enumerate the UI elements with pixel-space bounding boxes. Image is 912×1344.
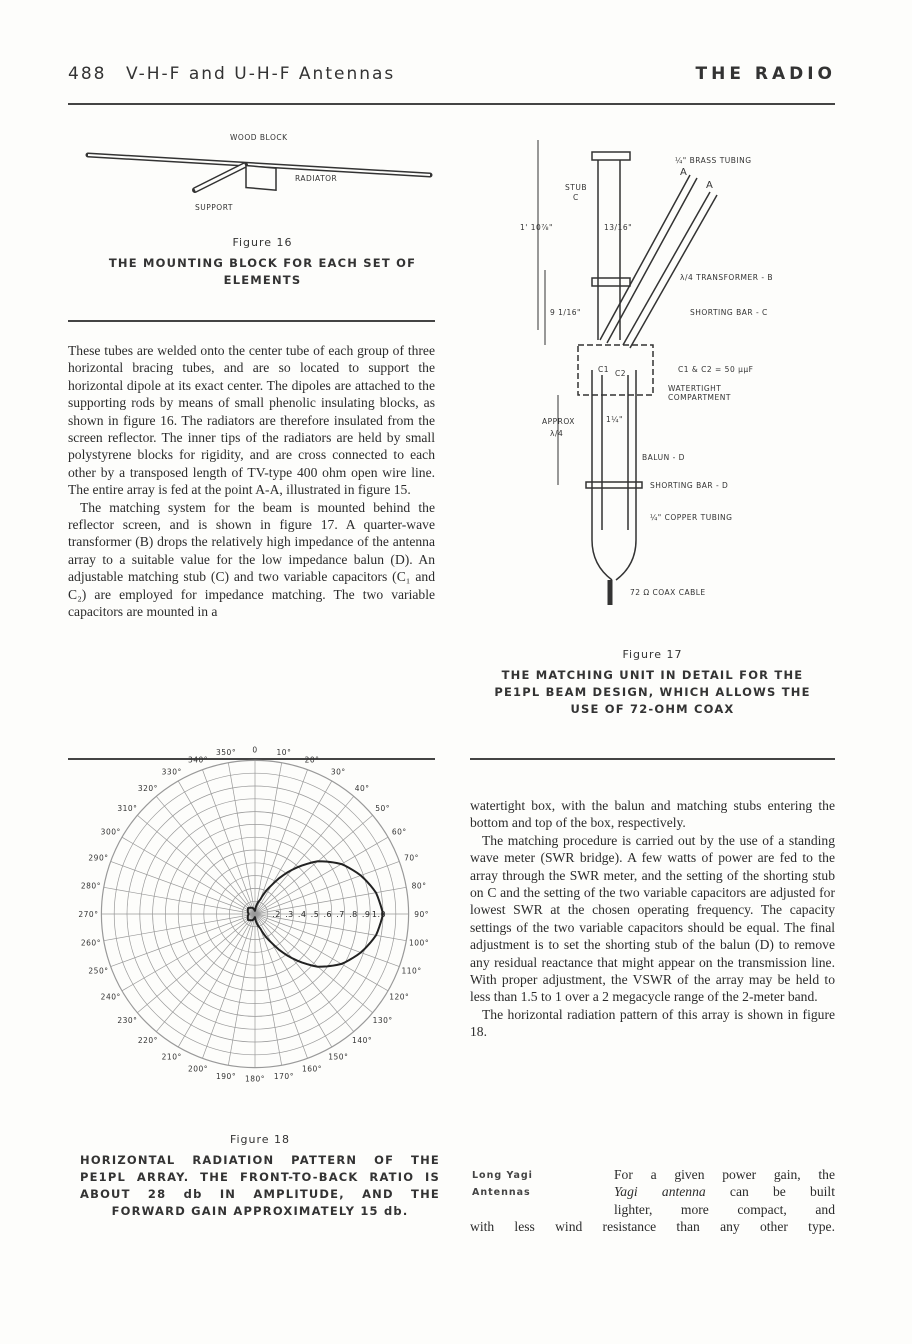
- label-copper-tubing: ¼" COPPER TUBING: [650, 513, 733, 522]
- label-coax-cable: 72 Ω COAX CABLE: [630, 588, 706, 597]
- radial-tick-label: 1.0: [371, 910, 387, 919]
- angle-tick-label: 290°: [88, 853, 109, 863]
- label-watertight: WATERTIGHT: [668, 384, 722, 393]
- angle-tick-label: 10°: [276, 747, 292, 757]
- sidehead-line: Long Yagi: [472, 1170, 533, 1181]
- label-brass-tubing: ¼" BRASS TUBING: [675, 156, 752, 165]
- angle-tick-label: 0: [252, 745, 258, 755]
- italic-term: Yagi antenna: [614, 1184, 706, 1200]
- angle-tick-label: 30°: [330, 767, 346, 777]
- figure16-caption: [90, 236, 435, 289]
- label-spacing-2: 1¼": [606, 415, 623, 424]
- label-transformer: λ/4 TRANSFORMER - B: [680, 273, 774, 282]
- radial-tick-label: .2: [272, 910, 281, 919]
- figure18-number: Figure 18: [229, 1133, 291, 1146]
- left-column-text: [68, 342, 435, 621]
- figure18-caption: [80, 1133, 440, 1220]
- paragraph: The matching procedure is carried out by the use of a standing wave meter (SWR bridge). A few watts of power are fed to the array through the SWR meter, and the setting of the shorting stub on C and the setting of the two variable capacitors are adjusted for lowest SWR at the chosen operating frequency. The capacity settings of the two variable capacitors should be equal. The final adjustment is to set the shorting stub of the balun (D) to remove any residual reactance that might appear on the transmission line. With proper adjustment, the VSWR of the array may be held to less than 1.5 to 1 over a 2 megacycle range of the 2-meter band.: [470, 832, 835, 1005]
- paragraph: These tubes are welded onto the center tube of each group of three horizontal bracing tubes, and are so located to support the horizontal dipole at its exact center. The dipoles are attached to the supporting rods by means of small phenolic insulating blocks, as shown in figure 16. The radiators are therefore insulated from the screen reflector. The inner tips of the radiators are held by small polystyrene blocks for rigidity, and are cross connected to each other by a transposed length of TV-type 400 ohm open wire line. The entire array is fed at the point A-A, illustrated in figure 15.: [68, 343, 435, 498]
- right-column-text: [470, 797, 835, 1041]
- angle-tick-label: 280°: [80, 881, 101, 891]
- label-compartment: COMPARTMENT: [668, 393, 731, 402]
- label-stub: STUB: [565, 183, 587, 192]
- figure18-polar-chart: [78, 745, 440, 1130]
- angle-tick-label: 60°: [391, 827, 407, 837]
- figure16-drawing: [80, 125, 440, 220]
- label-support: SUPPORT: [195, 203, 233, 212]
- divider: [68, 320, 435, 322]
- angle-tick-label: 350°: [216, 747, 237, 757]
- running-head-section: V-H-F and U-H-F Antennas: [126, 64, 396, 84]
- label-lambda-4: λ/4: [550, 429, 564, 438]
- label-c1: C1: [598, 365, 610, 374]
- angle-tick-label: 140°: [352, 1036, 373, 1046]
- radial-tick-label: .8: [349, 910, 358, 919]
- angle-tick-label: 230°: [117, 1015, 138, 1025]
- running-head-book: THE RADIO: [695, 64, 836, 84]
- radial-tick-label: .4: [297, 910, 307, 919]
- paragraph: The horizontal radiation pattern of this array is shown in figure 18.: [470, 1006, 835, 1040]
- angle-tick-label: 90°: [414, 910, 429, 919]
- angle-tick-label: 100°: [409, 938, 430, 948]
- angle-tick-label: 20°: [304, 755, 320, 765]
- figure16-number: Figure 16: [232, 236, 293, 249]
- label-spacing-1: 13/16": [604, 223, 633, 232]
- figure17-title: THE MATCHING UNIT IN DETAIL FOR THE PE1PL BEAM DESIGN, WHICH ALLOWS THE USE OF 72-OHM COAX: [494, 668, 811, 716]
- label-shorting-bar-d: SHORTING BAR - D: [650, 481, 729, 490]
- label-c2: C2: [615, 369, 627, 378]
- radial-tick-label: .3: [285, 910, 294, 919]
- text-line: with less wind resistance than any other type.: [470, 1219, 835, 1234]
- angle-tick-label: 110°: [401, 966, 422, 976]
- angle-tick-label: 300°: [100, 827, 121, 837]
- label-length-2: 9 1/16": [550, 308, 581, 317]
- angle-tick-label: 330°: [161, 767, 182, 777]
- angle-tick-label: 200°: [187, 1064, 209, 1074]
- header-rule: [68, 103, 835, 105]
- angle-tick-label: 160°: [301, 1064, 323, 1074]
- sidehead-long-yagi: [472, 1167, 533, 1201]
- angle-tick-label: 270°: [78, 910, 99, 919]
- angle-tick-label: 260°: [80, 938, 101, 948]
- angle-tick-label: 190°: [216, 1072, 237, 1082]
- text-line: lighter, more compact, and: [614, 1201, 835, 1217]
- label-a: A: [706, 180, 714, 191]
- label-radiator: RADIATOR: [295, 174, 338, 183]
- figure18-title: HORIZONTAL RADIATION PATTERN OF THE PE1PL ARRAY. THE FRONT-TO-BACK RATIO IS ABOUT 28 db IN AMPLITUDE, AND THE FORWARD GAIN APPROXIMATELY 15 db.: [80, 1153, 440, 1218]
- sidehead-line: Antennas: [472, 1187, 531, 1198]
- angle-tick-label: 80°: [411, 881, 427, 891]
- text-line: can be built: [705, 1184, 835, 1200]
- figure17-caption: [470, 648, 835, 718]
- paragraph: The matching system for the beam is mounted behind the reflector screen, and is shown in figure 17. A quarter-wave transformer (B) drops the relatively high impedance of the antenna array to a suitable value for the low impedance balun (D). An adjustable matching stub (C) and two variable capacitors (C₁ and C₂) are employed for impedance matching. The two variable capacitors are mounted in a: [68, 499, 435, 620]
- angle-tick-label: 120°: [389, 992, 410, 1002]
- angle-tick-label: 180°: [244, 1074, 266, 1084]
- angle-tick-label: 130°: [372, 1015, 393, 1025]
- label-stub-c: C: [573, 193, 579, 202]
- page-number: 488: [68, 64, 107, 84]
- radial-tick-label: .9: [361, 910, 371, 919]
- radial-tick-label: .7: [336, 910, 345, 919]
- divider: [470, 758, 835, 760]
- angle-tick-label: 240°: [100, 992, 121, 1002]
- radial-tick-label: .5: [310, 910, 320, 919]
- angle-tick-label: 70°: [404, 853, 419, 863]
- angle-tick-label: 320°: [137, 783, 158, 793]
- figure17-number: Figure 17: [622, 648, 683, 661]
- label-a: A: [680, 167, 688, 178]
- figure16-title: THE MOUNTING BLOCK FOR EACH SET OF ELEMENTS: [108, 256, 417, 287]
- angle-tick-label: 340°: [187, 755, 209, 765]
- angle-tick-label: 250°: [88, 966, 109, 976]
- text-line: For a given power gain, the: [614, 1167, 835, 1182]
- angle-tick-label: 210°: [161, 1052, 182, 1062]
- angle-tick-label: 150°: [328, 1052, 349, 1062]
- label-capacitors: C1 & C2 = 50 μμF: [678, 365, 754, 374]
- label-length-1: 1' 10⅞": [520, 223, 553, 232]
- radial-tick-label: .6: [323, 910, 333, 919]
- yagi-text: [614, 1166, 835, 1218]
- figure17-drawing: [520, 130, 830, 600]
- label-balun: BALUN - D: [642, 453, 685, 462]
- label-wood-block: WOOD BLOCK: [230, 133, 288, 142]
- angle-tick-label: 50°: [375, 804, 391, 814]
- label-shorting-bar-c: SHORTING BAR - C: [690, 308, 768, 317]
- angle-tick-label: 40°: [354, 783, 370, 793]
- angle-tick-label: 310°: [117, 804, 138, 814]
- paragraph: watertight box, with the balun and matching stubs entering the bottom and top of the box, respectively.: [470, 798, 835, 831]
- angle-tick-label: 220°: [137, 1036, 158, 1046]
- angle-tick-label: 170°: [273, 1072, 294, 1082]
- label-approx: APPROX: [542, 417, 575, 426]
